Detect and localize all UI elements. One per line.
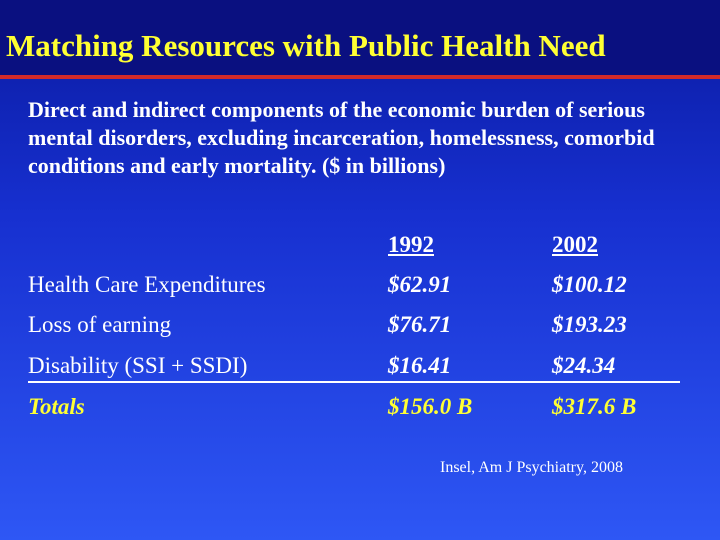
- row-label-loss-of-earning: Loss of earning: [28, 312, 172, 337]
- row-label-disability: Disability (SSI + SSDI): [28, 353, 248, 378]
- intro-text: Direct and indirect components of the economic burden of serious mental disorders, excluding incarceration, homelessness, comorbid conditions and early mortality. ($ in billions): [28, 97, 655, 178]
- title-divider: [0, 75, 720, 79]
- value-loss-of-earning-1992: $76.71: [388, 312, 452, 337]
- value-disability-2002: $24.34: [552, 353, 616, 378]
- row-label-health-care: Health Care Expenditures: [28, 272, 266, 297]
- value-health-care-1992: $62.91: [388, 272, 452, 297]
- slide-title: Matching Resources with Public Health Need: [6, 28, 606, 63]
- totals-2002: $317.6 B: [552, 394, 637, 419]
- totals-divider: [28, 381, 680, 383]
- citation: Insel, Am J Psychiatry, 2008: [440, 459, 623, 476]
- value-disability-1992: $16.41: [388, 353, 452, 378]
- value-loss-of-earning-2002: $193.23: [552, 312, 627, 337]
- column-header-1992: 1992: [388, 232, 434, 257]
- title-bar: [0, 0, 720, 78]
- column-header-2002: 2002: [552, 232, 598, 257]
- totals-1992: $156.0 B: [388, 394, 473, 419]
- totals-label: Totals: [28, 394, 85, 419]
- value-health-care-2002: $100.12: [552, 272, 627, 297]
